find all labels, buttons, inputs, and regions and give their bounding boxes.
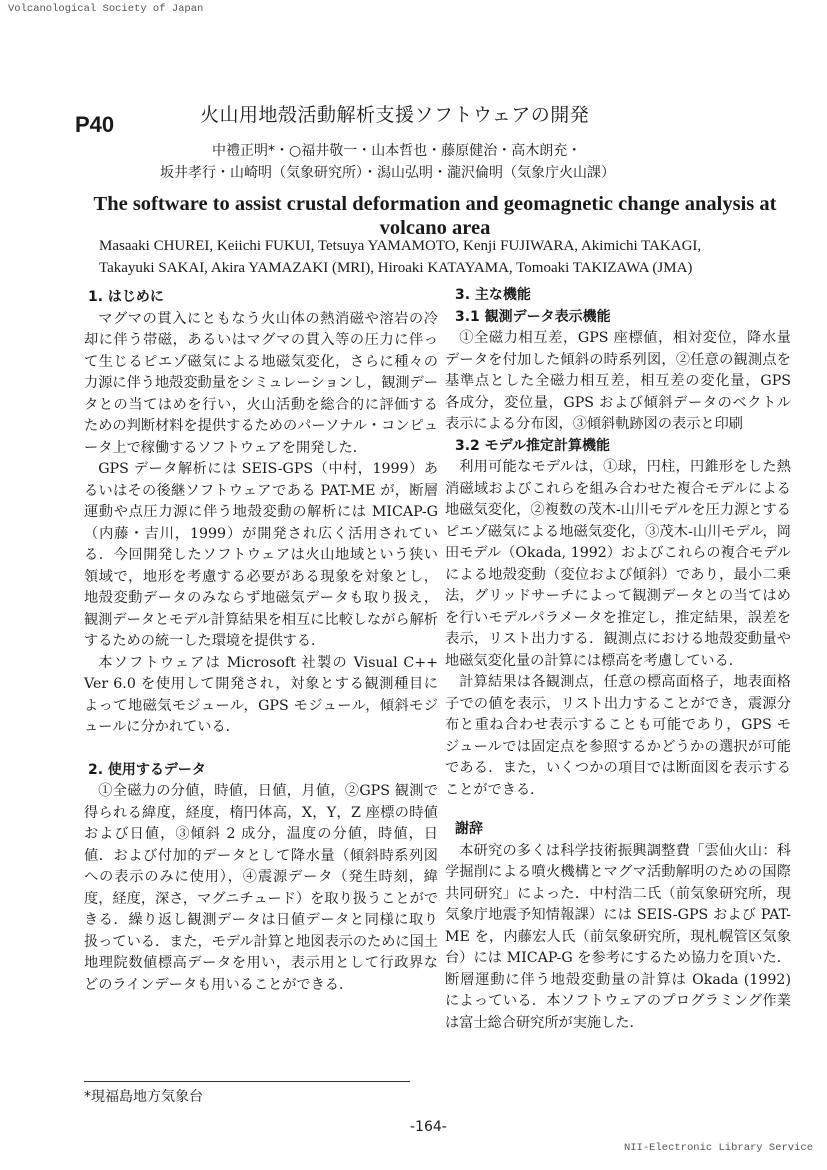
authors-japanese-line-1: 中禮正明*・○福井敬一・山本哲也・藤原健治・高木朗充・ bbox=[212, 143, 582, 159]
paragraph: 利用可能なモデルは，①球，円柱，円錐形をした熱消磁域およびこれらを組み合わせた複合モデルによる地磁気変化，②複数の茂木-山川モデルを圧力源とするピエゾ磁気による地磁気変化，③茂木-山川モデル，岡田モデル（Okada, 1992）およびこれらの複合モデルによる地殻変動（変位および傾斜）であり，最小二乗法，グリッドサーチによって観測データとの当てはめを行いモデルパラメータを推定し，推定結果，誤差を表示，リスト出力する．観測点における地殻変動量や地磁気変化量の計算には標高を考慮している． bbox=[445, 459, 791, 669]
section-heading-data: 2. 使用するデータ bbox=[88, 761, 206, 778]
paragraph: ①全磁力相互差，GPS 座標値，相対変位，降水量データを付加した傾斜の時系列図，②任意の観測点を基準点とした全磁力相互差，相互差の変化量，GPS 各成分，変位量，GPS および傾斜データのベクトル表示による分布図，③傾斜軌跡図の表示と印刷 bbox=[445, 330, 791, 432]
section-heading-acknowledgements: 謝辞 bbox=[455, 821, 483, 837]
footnote: *現福島地方気象台 bbox=[84, 1089, 203, 1105]
authors-english-line-1: Masaaki CHUREI, Keiichi FUKUI, Tetsuya YAMAMOTO, Kenji FUJIWARA, Akimichi TAKAGI, bbox=[99, 238, 702, 254]
authors-japanese-line-2: 坂井孝行・山崎明（気象研究所）・潟山弘明・瀧沢倫明（気象庁火山課） bbox=[160, 165, 615, 181]
footnote-divider bbox=[84, 1081, 410, 1082]
paragraph: マグマの貫入にともなう火山体の熱消磁や溶岩の冷却に伴う帯磁，あるいはマグマの貫入等の圧力に伴って生じるピエゾ磁気による地磁気変化，さらに種々の力源に伴う地殻変動量をシミュレーションし，観測データとの当てはめを行い，火山活動を総合的に評価するための判断材料を提供するためのパーソナル・コンピュータ上で稼働するソフトウェアを開発した． bbox=[84, 310, 438, 456]
section-heading-main-functions: 3. 主な機能 bbox=[455, 287, 531, 303]
paragraph: 本ソフトウェアは Microsoft 社製の Visual C++ Ver 6.0 を使用して開発され，対象とする観測種目によって地磁気モジュール，GPS モジュール，傾斜モジュールに分かれている． bbox=[84, 654, 438, 735]
paragraph: GPS データ解析には SEIS-GPS（中村，1999）あるいはその後継ソフトウェアである PAT-ME が，断層運動や点圧力源に伴う地殻変動の解析には MICAP-G（内藤・吉川，1999）が開発され広く活用されている．今回開発したソフトウェアは火山地域という狭い領域で，地形を考慮する必要がある現象を対象とし，地殻変動データのみならず地磁気データも取り扱え，観測データとモデル計算結果を相互に比較しながら解析するための統一した環境を提供する． bbox=[84, 461, 438, 649]
subsection-heading-model-estimation: 3.2 モデル推定計算機能 bbox=[455, 437, 610, 454]
society-header: Volcanological Society of Japan bbox=[8, 3, 204, 15]
library-service-footer: NII-Electronic Library Service bbox=[623, 1142, 813, 1154]
page-number: -164- bbox=[410, 1119, 447, 1135]
title-japanese: 火山用地殻活動解析支援ソフトウェアの開発 bbox=[200, 104, 590, 126]
paper-id: P40 bbox=[75, 112, 115, 137]
paragraph: 本研究の多くは科学技術振興調整費「雲仙火山：科学掘削による噴火機構とマグマ活動解明のための国際共同研究」によった．中村浩二氏（前気象研究所，現気象庁地震予知情報課）には SEIS-GPS および PAT-ME を，内藤宏人氏（前気象研究所，現札幌管区気象台）には MICAP-G を参考にするため協力を頂いた．断層運動に伴う地殻変動量の計算は Okada (1992) によっている．本ソフトウェアのプログラミング作業は富士総合研究所が実施した． bbox=[445, 842, 791, 1031]
paragraph: 計算結果は各観測点，任意の標高面格子，地表面格子での値を表示，リスト出力することができ，震源分布と重ね合わせ表示することも可能であり，GPS モジュールでは固定点を参照するかどうかの選択が可能である．また，いくつかの項目では断面図を表示することができる． bbox=[445, 674, 791, 798]
right-column bbox=[445, 285, 791, 1034]
title-english: The software to assist crustal deformation and geomagnetic change analysis at volcano area bbox=[93, 193, 777, 239]
paragraph: ①全磁力の分値，時値，日値，月値，②GPS 観測で得られる緯度，経度，楕円体高，X，Y，Z 座標の時値および日値，③傾斜 2 成分，温度の分値，時値，日値．および付加的データとして降水量（傾斜時系列図への表示のみに使用），④震源データ（発生時刻，緯度，経度，深さ，マグニチュード）を取り扱うことができる．繰り返し観測データは日値データと同様に取り扱っている．また，モデル計算と地図表示のために国土地理院数値標高データを用い，表示用として行政界などのラインデータも用いることができる． bbox=[84, 783, 438, 993]
left-column bbox=[84, 287, 438, 996]
authors-english-line-2: Takayuki SAKAI, Akira YAMAZAKI (MRI), Hiroaki KATAYAMA, Tomoaki TAKIZAWA (JMA) bbox=[99, 260, 693, 276]
section-heading-introduction: 1. はじめに bbox=[88, 289, 164, 305]
subsection-heading-data-display: 3.1 観測データ表示機能 bbox=[455, 308, 611, 325]
